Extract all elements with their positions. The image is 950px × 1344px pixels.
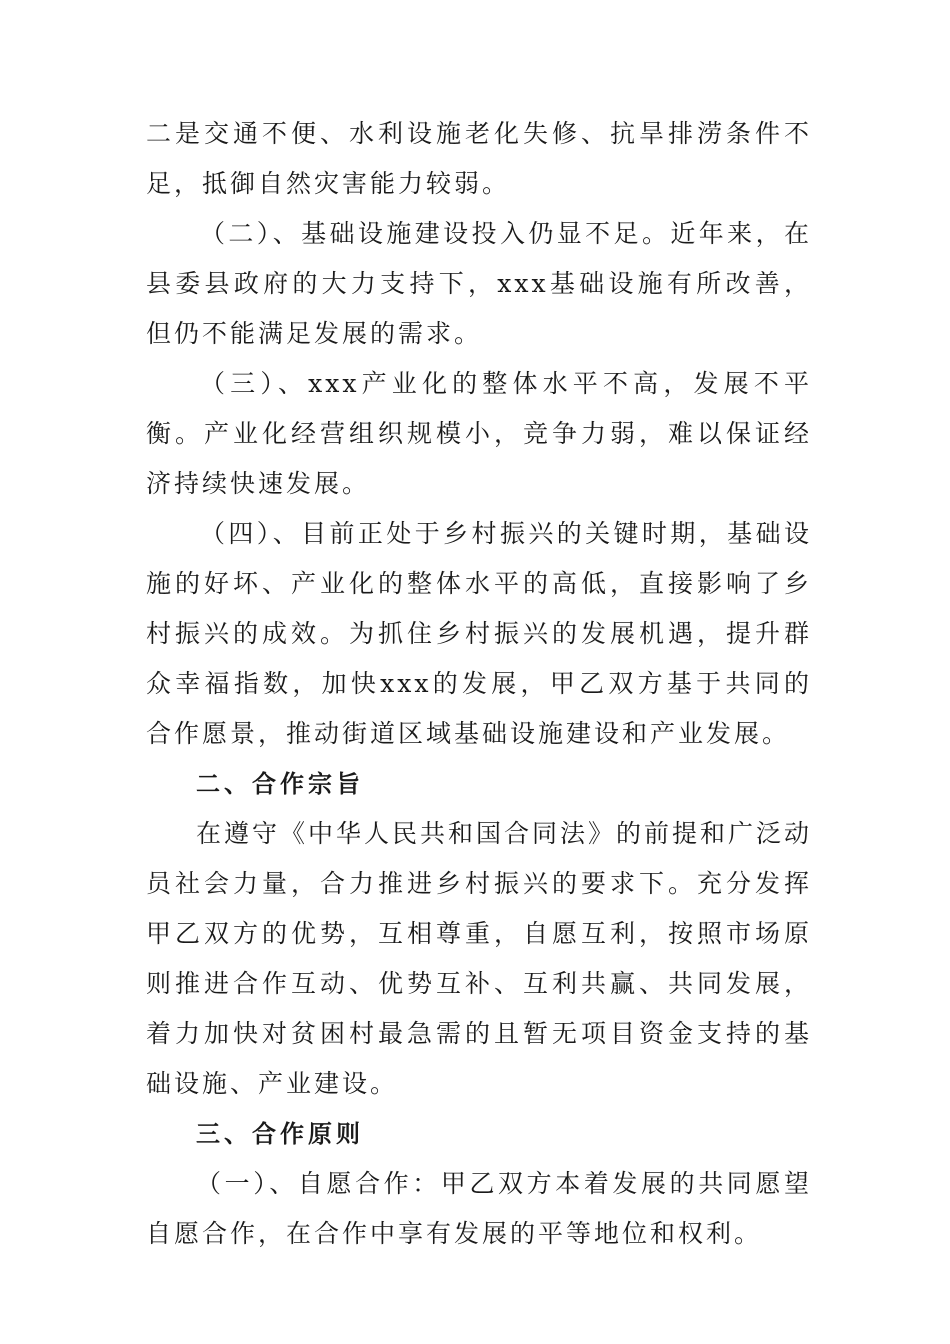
paragraph-industrialization-level: （三）、xxx产业化的整体水平不高，发展不平衡。产业化经营组织规模小，竞争力弱，难以保证经济持续快速发展。	[146, 369, 812, 498]
paragraph-cooperation-purpose: 在遵守《中华人民共和国合同法》的前提和广泛动员社会力量，合力推进乡村振兴的要求下。充分发挥甲乙双方的优势，互相尊重，自愿互利，按照市场原则推进合作互动、优势互补、互利共赢、共同发展，着力加快对贫困村最急需的且暂无项目资金支持的基础设施、产业建设。	[146, 819, 813, 1098]
section-heading-cooperation-purpose: 二、合作宗旨	[196, 770, 364, 798]
paragraph-voluntary-cooperation: （一）、自愿合作：甲乙双方本着发展的共同愿望自愿合作，在合作中享有发展的平等地位和权利。	[146, 1169, 812, 1248]
paragraph-infrastructure-investment: （二）、基础设施建设投入仍显不足。近年来，在县委县政府的大力支持下，xxx基础设施有所改善，但仍不能满足发展的需求。	[146, 219, 812, 348]
document-page	[146, 109, 812, 1259]
paragraph-rural-revitalization: （四）、目前正处于乡村振兴的关键时期，基础设施的好坏、产业化的整体水平的高低，直接影响了乡村振兴的成效。为抓住乡村振兴的发展机遇，提升群众幸福指数，加快xxx的发展，甲乙双方基于共同的合作愿景，推动街道区域基础设施建设和产业发展。	[146, 519, 812, 748]
paragraph-transport-water: 二是交通不便、水利设施老化失修、抗旱排涝条件不足，抵御自然灾害能力较弱。	[146, 119, 812, 198]
section-heading-cooperation-principles: 三、合作原则	[196, 1120, 364, 1148]
